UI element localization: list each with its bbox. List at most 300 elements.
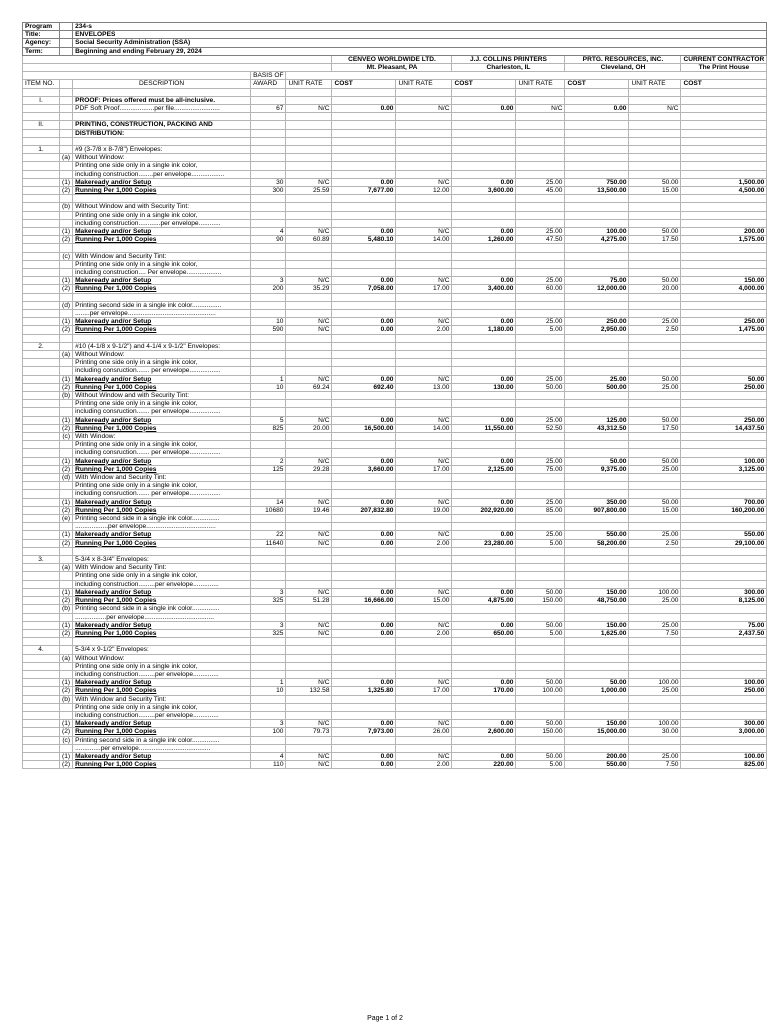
unit-rate-value	[629, 613, 681, 621]
cost-value	[452, 449, 516, 457]
unit-rate-value	[516, 146, 565, 154]
unit-rate-value: 2.00	[396, 761, 452, 769]
cost-value	[332, 515, 396, 523]
sub-item-label	[60, 662, 73, 670]
sub-item-label: (2)	[60, 687, 73, 695]
line-item-row	[23, 687, 767, 695]
sub-item-label	[60, 523, 73, 531]
unit-rate-value: 50.00	[516, 752, 565, 760]
unit-rate-value: N/C	[396, 720, 452, 728]
cost-value	[332, 441, 396, 449]
item-description: Running Per 1,000 Copies	[73, 236, 251, 244]
line-item-row	[23, 310, 767, 318]
unit-rate-value	[516, 121, 565, 129]
unit-rate-value	[516, 96, 565, 104]
unit-rate-value	[516, 515, 565, 523]
unit-rate-value	[396, 252, 452, 260]
sub-item-label: (2)	[60, 728, 73, 736]
cost-value	[681, 219, 767, 227]
unit-rate-value: N/C	[286, 105, 332, 113]
unit-rate-value	[396, 260, 452, 268]
unit-rate-value: 132.58	[286, 687, 332, 695]
unit-rate-value: N/C	[286, 375, 332, 383]
unit-rate-value: 20.00	[629, 285, 681, 293]
term-row	[23, 47, 767, 55]
cost-value	[565, 744, 629, 752]
line-item-row	[23, 613, 767, 621]
basis-of-award	[251, 408, 286, 416]
basis-of-award	[251, 654, 286, 662]
cost-value: 16,500.00	[332, 424, 396, 432]
unit-rate-value	[516, 162, 565, 170]
unit-rate-value	[629, 359, 681, 367]
sub-item-label	[60, 580, 73, 588]
unit-rate-value: N/C	[286, 326, 332, 334]
unit-rate-value: 50.00	[629, 416, 681, 424]
unit-rate-value	[516, 703, 565, 711]
cost-value: 170.00	[452, 687, 516, 695]
basis-of-award	[251, 203, 286, 211]
sub-item-label	[60, 129, 73, 137]
cost-value	[332, 408, 396, 416]
sub-item-label	[60, 96, 73, 104]
sub-item-label	[60, 449, 73, 457]
program-label: Program	[23, 23, 60, 31]
unit-rate-value	[396, 121, 452, 129]
item-description: including construction.........per envelope..............	[73, 670, 251, 678]
basis-of-award: 22	[251, 531, 286, 539]
cost-value	[452, 736, 516, 744]
cost-value: 0.00	[452, 457, 516, 465]
item-number: I.	[23, 96, 60, 104]
cost-value	[452, 170, 516, 178]
unit-rate-value: 14.00	[396, 424, 452, 432]
basis-of-award	[251, 162, 286, 170]
cost-value	[565, 572, 629, 580]
cost-value	[681, 359, 767, 367]
cost-value	[452, 219, 516, 227]
cost-value	[681, 269, 767, 277]
basis-of-award	[251, 564, 286, 572]
cost-value: 1,325.80	[332, 687, 396, 695]
basis-of-award	[251, 613, 286, 621]
sub-item-label	[60, 260, 73, 268]
cost-value	[681, 392, 767, 400]
cost-value: 1,180.00	[452, 326, 516, 334]
basis-of-award: 4	[251, 228, 286, 236]
unit-rate-value: N/C	[396, 228, 452, 236]
unit-rate-value: 7.50	[629, 629, 681, 637]
spacer-row	[23, 244, 767, 252]
item-number	[23, 203, 60, 211]
unit-rate-value	[396, 646, 452, 654]
sub-item-label: (1)	[60, 375, 73, 383]
item-description: PRINTING, CONSTRUCTION, PACKING AND	[73, 121, 251, 129]
unit-rate-value: N/C	[396, 752, 452, 760]
cost-value	[565, 490, 629, 498]
unit-rate-value	[396, 441, 452, 449]
cost-value	[452, 695, 516, 703]
item-number	[23, 605, 60, 613]
cost-value	[565, 449, 629, 457]
unit-rate-value: N/C	[286, 178, 332, 186]
item-description: Printing one side only in a single ink color,	[73, 441, 251, 449]
cost-value	[681, 449, 767, 457]
unit-rate-value: 14.00	[396, 236, 452, 244]
item-description: Printing one side only in a single ink color,	[73, 572, 251, 580]
cost-value: 50.00	[565, 679, 629, 687]
unit-rate-value	[396, 613, 452, 621]
unit-rate-value	[629, 154, 681, 162]
spacer-row	[23, 334, 767, 342]
unit-rate-value	[516, 646, 565, 654]
unit-rate-value: 26.00	[396, 728, 452, 736]
cost-value: 14,437.50	[681, 424, 767, 432]
basis-of-award: 3	[251, 277, 286, 285]
cost-value: 1,000.00	[565, 687, 629, 695]
unit-rate-value	[516, 670, 565, 678]
unit-rate-value: N/C	[396, 375, 452, 383]
basis-of-award: 100	[251, 728, 286, 736]
item-description: Running Per 1,000 Copies	[73, 539, 251, 547]
cost-value: 0.00	[332, 720, 396, 728]
cost-value	[332, 474, 396, 482]
cost-value	[332, 260, 396, 268]
cost-header: COST	[681, 80, 767, 88]
unit-rate-value	[286, 154, 332, 162]
unit-rate-value: 100.00	[516, 687, 565, 695]
sub-item-label	[60, 310, 73, 318]
cost-value	[565, 269, 629, 277]
cost-value	[332, 654, 396, 662]
basis-of-award	[251, 556, 286, 564]
unit-rate-value: 2.00	[396, 539, 452, 547]
unit-rate-value	[286, 564, 332, 572]
unit-rate-value	[286, 515, 332, 523]
cost-value	[452, 392, 516, 400]
cost-value	[565, 736, 629, 744]
basis-of-award	[251, 523, 286, 531]
cost-value: 0.00	[452, 621, 516, 629]
unit-rate-value	[396, 580, 452, 588]
item-description: Printing one side only in a single ink color,	[73, 260, 251, 268]
unit-rate-value: 150.00	[516, 728, 565, 736]
line-item-row	[23, 490, 767, 498]
unit-rate-value	[516, 441, 565, 449]
item-description: Running Per 1,000 Copies	[73, 687, 251, 695]
sub-item-label	[60, 269, 73, 277]
cost-value	[565, 605, 629, 613]
item-description: #10 (4-1/8 x 9-1/2") and 4-1/4 x 9-1/2" Envelopes:	[73, 342, 251, 350]
item-number	[23, 572, 60, 580]
unit-rate-value	[629, 474, 681, 482]
cost-value	[452, 146, 516, 154]
basis-of-award	[251, 703, 286, 711]
item-number	[23, 744, 60, 752]
line-item-row	[23, 465, 767, 473]
cost-value	[681, 260, 767, 268]
unit-rate-value	[286, 736, 332, 744]
item-number	[23, 654, 60, 662]
unit-rate-value	[396, 572, 452, 580]
item-description: including construction.........per envelope..............	[73, 580, 251, 588]
basis-of-award	[251, 711, 286, 719]
unit-rate-value: N/C	[286, 498, 332, 506]
line-item-row	[23, 260, 767, 268]
unit-rate-value: N/C	[286, 621, 332, 629]
item-number	[23, 326, 60, 334]
unit-rate-header: UNIT RATE	[629, 80, 681, 88]
unit-rate-value: N/C	[286, 588, 332, 596]
item-number	[23, 318, 60, 326]
sub-item-label: (2)	[60, 326, 73, 334]
unit-rate-value: 25.00	[516, 457, 565, 465]
unit-rate-value: 25.00	[629, 597, 681, 605]
cost-value	[452, 441, 516, 449]
cost-value	[681, 482, 767, 490]
unit-rate-value: 17.50	[629, 424, 681, 432]
cost-value: 250.00	[681, 383, 767, 391]
unit-rate-value	[516, 433, 565, 441]
sub-item-label	[60, 146, 73, 154]
unit-rate-value: N/C	[396, 105, 452, 113]
item-number	[23, 105, 60, 113]
basis-of-award	[251, 260, 286, 268]
cost-value: 4,875.00	[452, 597, 516, 605]
line-item-row	[23, 654, 767, 662]
cost-value	[681, 351, 767, 359]
basis-of-award	[251, 96, 286, 104]
basis-of-award: 325	[251, 597, 286, 605]
cost-value	[565, 523, 629, 531]
item-description: Printing one side only in a single ink color,	[73, 359, 251, 367]
sub-item-label	[60, 367, 73, 375]
item-description: With Window and Security Tint:	[73, 474, 251, 482]
item-description: Makeready and/or Setup	[73, 277, 251, 285]
basis-of-award: 10	[251, 383, 286, 391]
bidder-name: J.J. COLLINS PRINTERS	[452, 55, 565, 63]
line-item-row	[23, 121, 767, 129]
line-item-row	[23, 457, 767, 465]
cost-value: 650.00	[452, 629, 516, 637]
item-description: ..............per envelope.......................................	[73, 744, 251, 752]
sub-item-label	[60, 613, 73, 621]
line-item-row	[23, 146, 767, 154]
cost-value	[332, 703, 396, 711]
unit-rate-value	[396, 310, 452, 318]
item-description: Makeready and/or Setup	[73, 498, 251, 506]
basis-of-award	[251, 146, 286, 154]
cost-value	[332, 580, 396, 588]
line-item-row	[23, 605, 767, 613]
cost-value	[565, 367, 629, 375]
cost-value	[332, 613, 396, 621]
item-description: Running Per 1,000 Copies	[73, 424, 251, 432]
cost-value	[452, 646, 516, 654]
cost-value	[565, 219, 629, 227]
cost-value: 202,920.00	[452, 506, 516, 514]
line-item-row	[23, 105, 767, 113]
unit-rate-value: 50.00	[629, 178, 681, 186]
cost-value	[565, 646, 629, 654]
unit-rate-value	[286, 252, 332, 260]
cost-value	[681, 646, 767, 654]
line-item-row	[23, 588, 767, 596]
cost-value	[565, 670, 629, 678]
unit-rate-value: 85.00	[516, 506, 565, 514]
unit-rate-value	[286, 219, 332, 227]
cost-value	[681, 490, 767, 498]
cost-value	[332, 695, 396, 703]
cost-value: 0.00	[452, 318, 516, 326]
unit-rate-value: N/C	[629, 105, 681, 113]
cost-value	[332, 219, 396, 227]
unit-rate-value	[516, 129, 565, 137]
line-item-row	[23, 441, 767, 449]
cost-value: 550.00	[565, 761, 629, 769]
unit-rate-value: 2.50	[629, 539, 681, 547]
item-description: Running Per 1,000 Copies	[73, 597, 251, 605]
cost-value	[681, 736, 767, 744]
item-number	[23, 310, 60, 318]
unit-rate-value	[516, 392, 565, 400]
unit-rate-value	[516, 662, 565, 670]
unit-rate-value: 50.00	[516, 588, 565, 596]
basis-of-award: 590	[251, 326, 286, 334]
sub-item-label: (1)	[60, 228, 73, 236]
cost-value	[565, 711, 629, 719]
line-item-row	[23, 219, 767, 227]
unit-rate-value: 25.00	[516, 416, 565, 424]
line-item-row	[23, 367, 767, 375]
sub-item-label: (2)	[60, 285, 73, 293]
sub-item-label: (1)	[60, 588, 73, 596]
cost-value: 692.40	[332, 383, 396, 391]
line-item-row	[23, 433, 767, 441]
sub-item-label	[60, 359, 73, 367]
item-description: ........per envelope................................................	[73, 310, 251, 318]
unit-rate-value: 100.00	[629, 679, 681, 687]
unit-rate-value	[396, 342, 452, 350]
unit-rate-value	[629, 96, 681, 104]
unit-rate-value	[396, 400, 452, 408]
unit-rate-value	[396, 744, 452, 752]
cost-value	[332, 342, 396, 350]
cost-value	[565, 351, 629, 359]
item-description: With Window and Security Tint:	[73, 564, 251, 572]
unit-rate-value	[629, 670, 681, 678]
cost-value	[332, 711, 396, 719]
unit-rate-value	[396, 269, 452, 277]
line-item-row	[23, 326, 767, 334]
unit-rate-value	[286, 703, 332, 711]
cost-value	[332, 572, 396, 580]
line-item-row	[23, 556, 767, 564]
unit-rate-value	[286, 654, 332, 662]
cost-value: 2,950.00	[565, 326, 629, 334]
sub-item-label: (c)	[60, 433, 73, 441]
cost-value: 250.00	[681, 318, 767, 326]
cost-value	[332, 736, 396, 744]
page-footer: Page 1 of 2	[367, 1015, 403, 1022]
basis-of-award	[251, 342, 286, 350]
cost-header: COST	[565, 80, 629, 88]
item-description: including construction........per envelope..................	[73, 170, 251, 178]
cost-value: 100.00	[681, 752, 767, 760]
title-value: ENVELOPES	[73, 31, 767, 39]
unit-rate-value	[286, 646, 332, 654]
cost-value: 150.00	[565, 720, 629, 728]
cost-value	[452, 580, 516, 588]
cost-value: 207,832.80	[332, 506, 396, 514]
cost-value	[332, 392, 396, 400]
unit-rate-value	[396, 711, 452, 719]
unit-rate-value	[516, 252, 565, 260]
basis-of-award	[251, 252, 286, 260]
basis-of-award	[251, 211, 286, 219]
cost-value: 4,000.00	[681, 285, 767, 293]
cost-value	[452, 711, 516, 719]
unit-rate-value: 30.00	[629, 728, 681, 736]
unit-rate-value	[286, 367, 332, 375]
item-description: Running Per 1,000 Copies	[73, 326, 251, 334]
cost-value: 0.00	[332, 277, 396, 285]
cost-value	[332, 154, 396, 162]
spacer-row	[23, 195, 767, 203]
term-label: Term:	[23, 47, 60, 55]
unit-rate-value	[396, 515, 452, 523]
unit-rate-value: 25.00	[629, 531, 681, 539]
unit-rate-value: 25.00	[516, 318, 565, 326]
item-number	[23, 211, 60, 219]
basis-of-award: 125	[251, 465, 286, 473]
cost-value	[565, 359, 629, 367]
basis-of-award	[251, 359, 286, 367]
basis-of-award	[251, 515, 286, 523]
unit-rate-value: 15.00	[629, 506, 681, 514]
cost-value	[452, 605, 516, 613]
item-description: Makeready and/or Setup	[73, 752, 251, 760]
cost-value	[565, 96, 629, 104]
sub-item-label	[60, 105, 73, 113]
cost-value	[565, 662, 629, 670]
unit-rate-value	[286, 490, 332, 498]
basis-of-award: 10680	[251, 506, 286, 514]
cost-value: 0.00	[452, 277, 516, 285]
item-number	[23, 752, 60, 760]
unit-rate-value: 2.00	[396, 629, 452, 637]
cost-value	[332, 129, 396, 137]
item-number	[23, 301, 60, 309]
cost-value: 11,550.00	[452, 424, 516, 432]
item-description: including consruction....... per envelope.................	[73, 367, 251, 375]
item-description: Running Per 1,000 Copies	[73, 383, 251, 391]
sub-item-label: (e)	[60, 515, 73, 523]
item-description: Printing one side only in a single ink color,	[73, 662, 251, 670]
line-item-row	[23, 728, 767, 736]
line-item-row	[23, 498, 767, 506]
cost-value: 750.00	[565, 178, 629, 186]
item-description: Makeready and/or Setup	[73, 588, 251, 596]
sub-item-label: (2)	[60, 236, 73, 244]
unit-rate-value	[516, 736, 565, 744]
basis-of-award	[251, 695, 286, 703]
unit-rate-value: N/C	[286, 416, 332, 424]
cost-value	[681, 252, 767, 260]
line-item-row	[23, 351, 767, 359]
item-description: Running Per 1,000 Copies	[73, 728, 251, 736]
line-item-row	[23, 711, 767, 719]
